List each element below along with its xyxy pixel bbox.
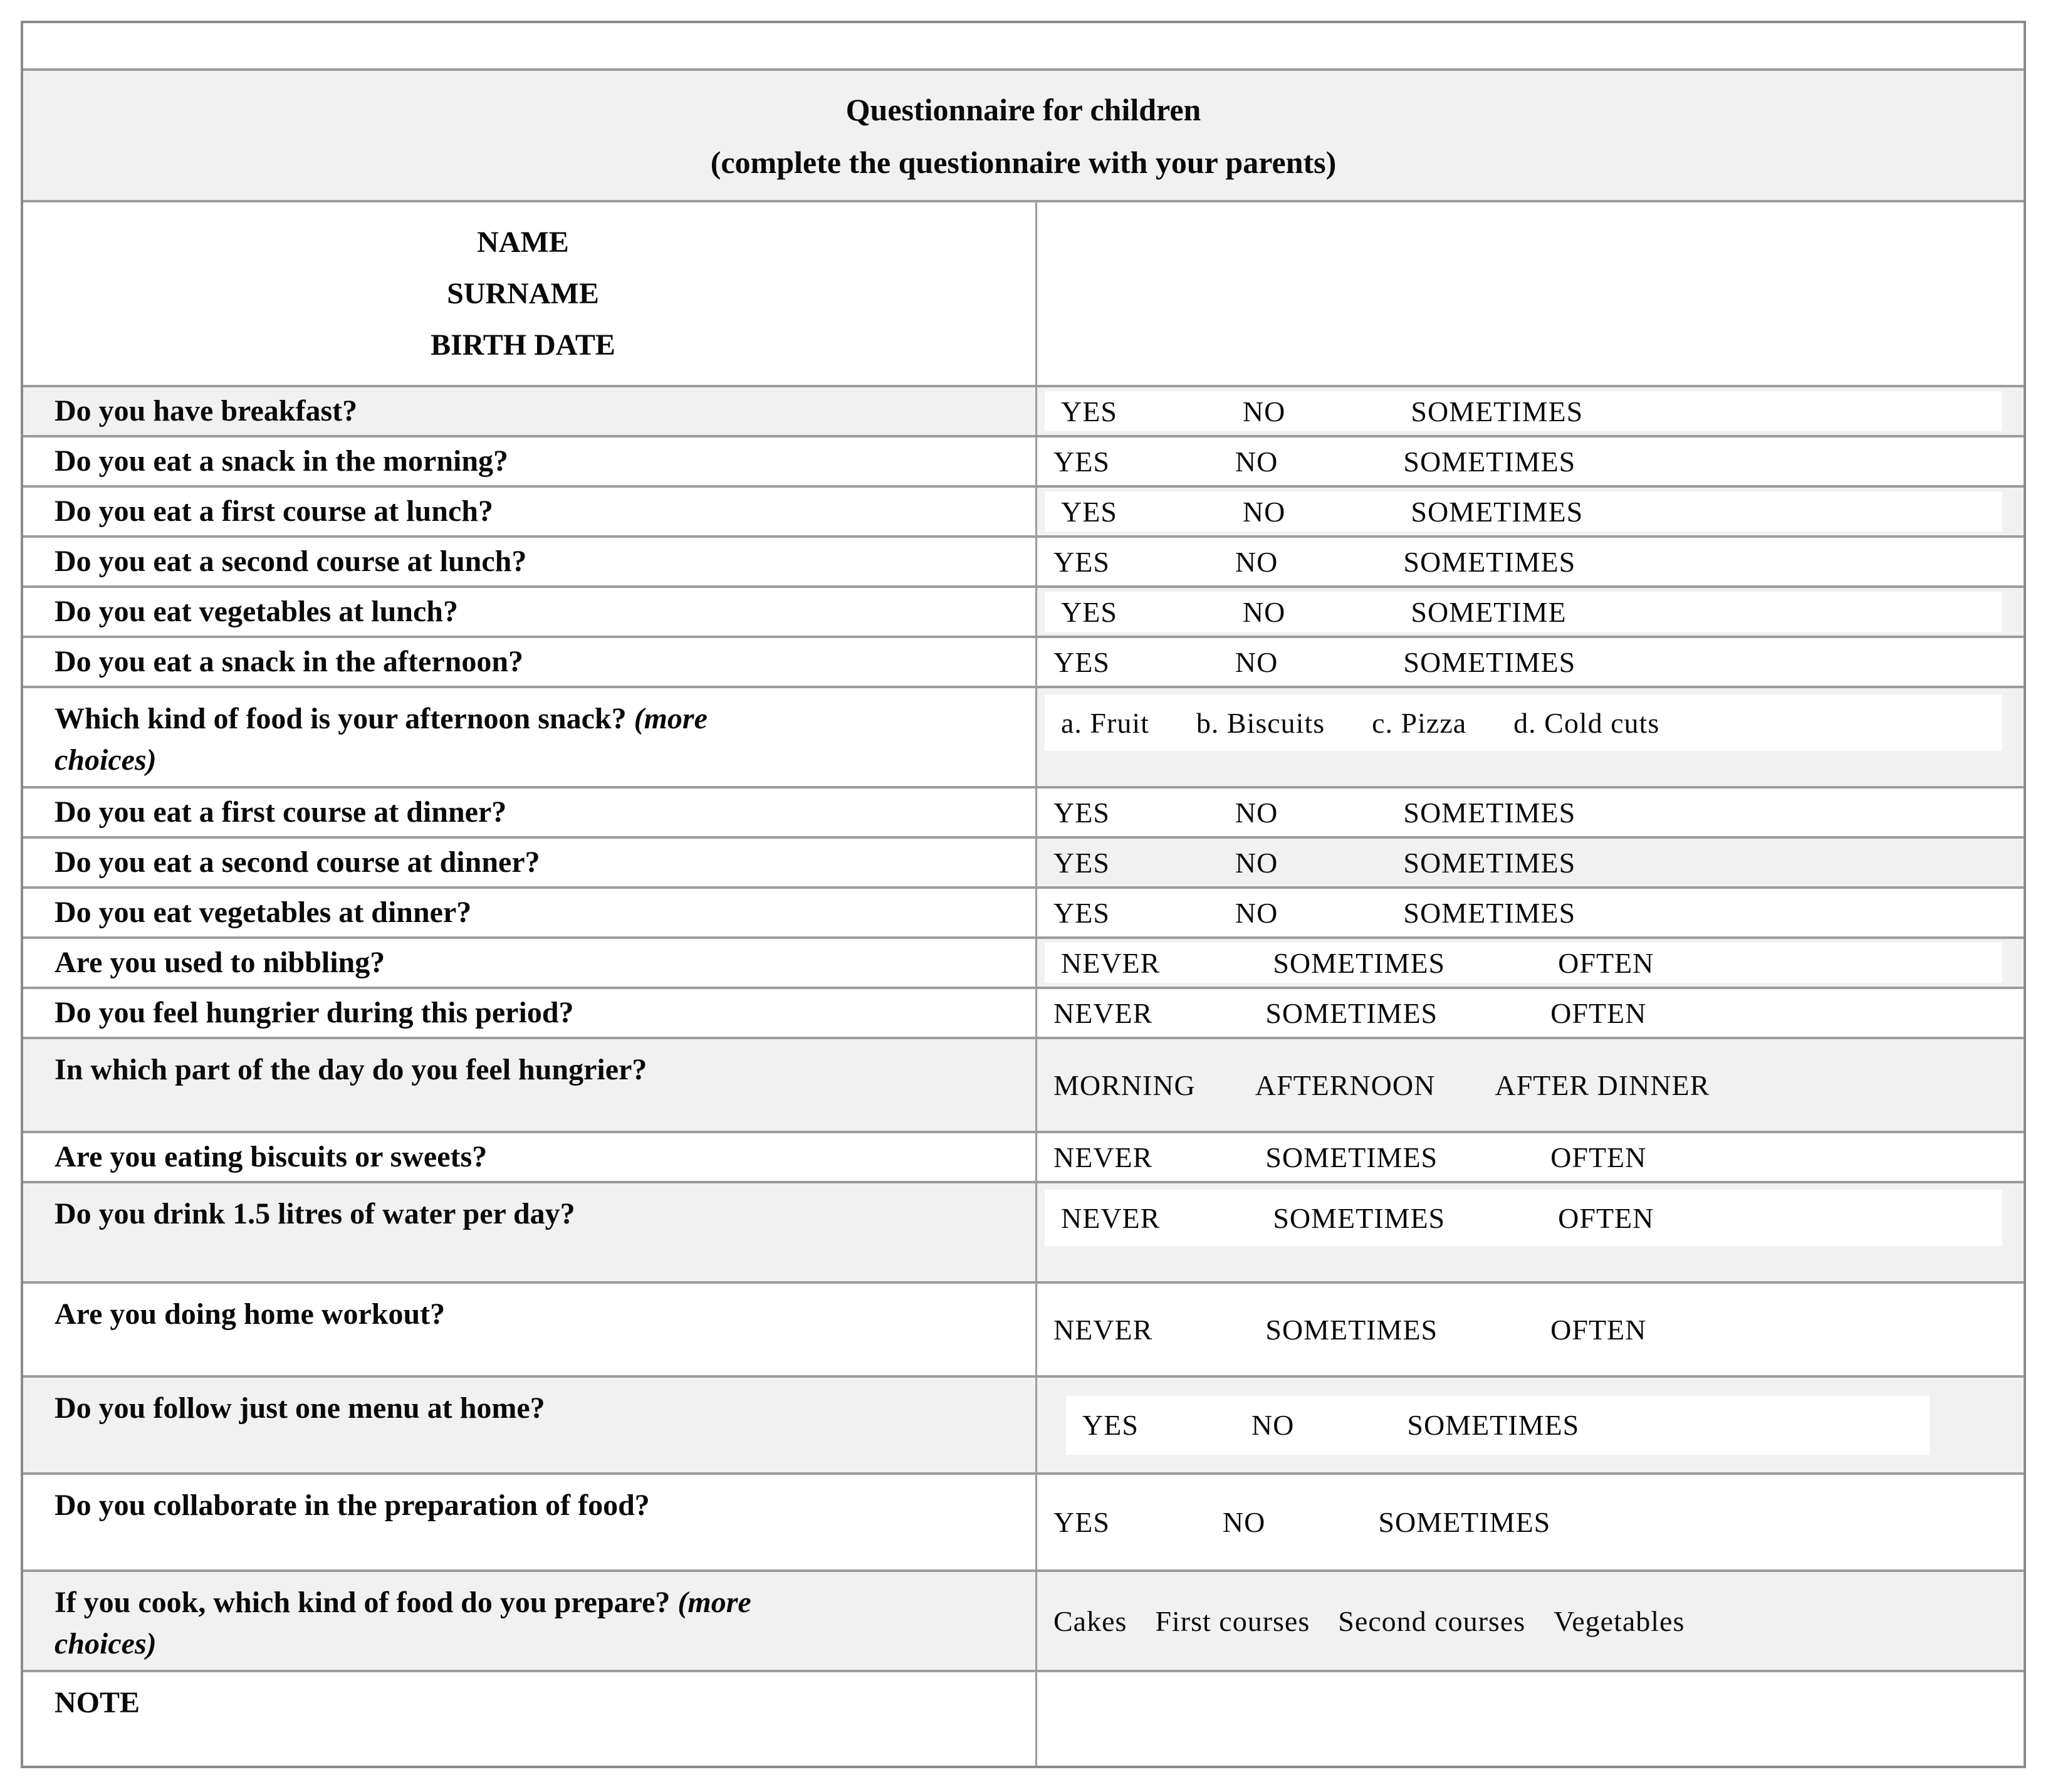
answer-option: SOMETIMES xyxy=(1273,946,1446,979)
question-text-wrap xyxy=(55,1582,751,1665)
answer-options xyxy=(1037,545,1575,579)
question-suffix-italic: choices) xyxy=(55,1627,157,1660)
question-cell xyxy=(23,839,1037,886)
question-text: Do you eat vegetables at lunch? xyxy=(55,595,458,628)
answer-option: c. Pizza xyxy=(1372,706,1467,739)
answer-options xyxy=(1045,495,1583,528)
question-text: Are you eating biscuits or sweets? xyxy=(55,1140,488,1173)
answer-options xyxy=(1037,846,1575,879)
personal-info-row xyxy=(23,200,2024,385)
answer-option: NO xyxy=(1235,846,1278,879)
personal-info-entry-area xyxy=(1037,202,2024,385)
question-cell xyxy=(23,789,1037,836)
answer-strip xyxy=(1045,391,2002,431)
question-text: Do you feel hungrier during this period? xyxy=(55,996,574,1029)
question-text-wrap xyxy=(55,491,493,532)
question-row xyxy=(23,1670,2024,1766)
answer-cell xyxy=(1037,387,2024,435)
question-text: If you cook, which kind of food do you prepare? xyxy=(55,1586,671,1619)
answer-option: SOMETIMES xyxy=(1411,395,1584,427)
question-text-wrap xyxy=(55,1049,647,1091)
question-text: Do you eat a snack in the afternoon? xyxy=(55,645,524,678)
question-row xyxy=(23,836,2024,886)
question-text: Do you collaborate in the preparation of food? xyxy=(55,1489,650,1522)
question-row xyxy=(23,786,2024,836)
question-text: Do you eat a snack in the morning? xyxy=(55,444,509,478)
question-cell xyxy=(23,538,1037,585)
answer-option: SOMETIMES xyxy=(1273,1202,1446,1234)
answer-option: Vegetables xyxy=(1554,1605,1685,1637)
answer-cell xyxy=(1037,839,2024,886)
question-text: NOTE xyxy=(55,1686,140,1719)
answer-cell xyxy=(1037,538,2024,585)
answer-option: NO xyxy=(1242,495,1286,528)
answer-cell xyxy=(1037,1284,2024,1375)
question-text: Do you eat a first course at lunch? xyxy=(55,495,493,528)
question-text-wrap xyxy=(55,842,540,883)
answer-cell xyxy=(1037,1183,2024,1281)
answer-option: SOMETIMES xyxy=(1403,896,1576,929)
question-cell xyxy=(23,889,1037,936)
answer-strip xyxy=(1045,1190,2002,1246)
question-row xyxy=(23,936,2024,987)
answer-options xyxy=(1037,997,1646,1030)
question-suffix-italic: choices) xyxy=(55,743,157,777)
answer-cell xyxy=(1037,1572,2024,1670)
question-cell xyxy=(23,1183,1037,1281)
answer-cell xyxy=(1037,1133,2024,1181)
answer-options xyxy=(1066,1408,1579,1442)
answer-option: SOMETIMES xyxy=(1265,1313,1438,1346)
question-row xyxy=(23,1281,2024,1375)
answer-option: AFTERNOON xyxy=(1255,1069,1436,1101)
answer-option: OFTEN xyxy=(1550,997,1647,1029)
question-cell xyxy=(23,1133,1037,1181)
answer-cell xyxy=(1037,989,2024,1037)
answer-option: NO xyxy=(1235,545,1278,578)
question-row xyxy=(23,1131,2024,1181)
answer-strip xyxy=(1066,1396,1930,1455)
answer-option: OFTEN xyxy=(1550,1313,1647,1346)
question-text-wrap xyxy=(55,892,471,933)
question-text: Which kind of food is your afternoon snack? xyxy=(55,702,627,735)
answer-cell xyxy=(1037,638,2024,686)
answer-cell xyxy=(1037,488,2024,535)
question-text-wrap xyxy=(55,1485,650,1526)
answer-option: NO xyxy=(1235,445,1278,478)
answer-option: SOMETIMES xyxy=(1403,445,1576,478)
answer-option: YES xyxy=(1061,595,1117,628)
answer-options xyxy=(1045,1202,1654,1235)
answer-options xyxy=(1037,1313,1646,1346)
question-row xyxy=(23,435,2024,485)
question-text-wrap xyxy=(55,591,458,632)
question-text: Do you eat a second course at lunch? xyxy=(55,545,527,578)
question-text: Do you have breakfast? xyxy=(55,394,358,427)
answer-options xyxy=(1037,1506,1550,1539)
answer-option: YES xyxy=(1061,495,1117,528)
answer-option: NO xyxy=(1235,896,1278,929)
question-cell xyxy=(23,1378,1037,1472)
answer-option: YES xyxy=(1053,796,1110,829)
answer-option: Second courses xyxy=(1338,1605,1526,1637)
answer-option: SOMETIMES xyxy=(1378,1506,1551,1538)
answer-option: SOMETIMES xyxy=(1411,495,1584,528)
question-cell xyxy=(23,488,1037,535)
answer-options xyxy=(1045,595,1567,629)
answer-option: a. Fruit xyxy=(1061,706,1149,739)
answer-cell xyxy=(1037,1039,2024,1131)
answer-option: NEVER xyxy=(1053,1141,1153,1173)
surname-label: SURNAME xyxy=(447,276,599,310)
question-text-wrap xyxy=(55,1682,140,1724)
question-row xyxy=(23,686,2024,786)
answer-options xyxy=(1037,1141,1646,1174)
question-cell xyxy=(23,387,1037,435)
question-text: Do you eat a second course at dinner? xyxy=(55,846,540,879)
question-row xyxy=(23,1472,2024,1569)
question-row xyxy=(23,485,2024,535)
question-text: Do you eat vegetables at dinner? xyxy=(55,896,472,929)
question-text: Do you eat a first course at dinner? xyxy=(55,795,507,829)
question-text-wrap xyxy=(55,390,357,432)
question-row xyxy=(23,636,2024,686)
answer-option: SOMETIMES xyxy=(1407,1409,1580,1441)
question-cell xyxy=(23,1572,1037,1670)
answer-options xyxy=(1045,706,1659,740)
question-text-wrap xyxy=(55,541,526,582)
answer-cell xyxy=(1037,438,2024,485)
question-cell xyxy=(23,1284,1037,1375)
question-text-wrap xyxy=(55,1388,545,1429)
question-text: In which part of the day do you feel hungrier? xyxy=(55,1053,647,1086)
question-text-wrap xyxy=(55,441,508,482)
question-text: Do you follow just one menu at home? xyxy=(55,1391,545,1425)
question-suffix-italic: (more xyxy=(677,1586,751,1619)
answer-option: NEVER xyxy=(1053,1313,1153,1346)
question-text: Are you doing home workout? xyxy=(55,1297,446,1331)
question-row xyxy=(23,1569,2024,1670)
answer-cell xyxy=(1037,1672,2024,1766)
question-text-wrap xyxy=(55,992,574,1034)
answer-option: AFTER DINNER xyxy=(1495,1069,1710,1101)
question-cell xyxy=(23,588,1037,636)
question-text: Are you used to nibbling? xyxy=(55,946,385,979)
answer-cell xyxy=(1037,889,2024,936)
question-cell xyxy=(23,438,1037,485)
answer-option: YES xyxy=(1082,1409,1139,1441)
answer-option: SOMETIMES xyxy=(1265,997,1438,1029)
answer-options xyxy=(1037,896,1575,930)
answer-options xyxy=(1037,1605,1685,1638)
question-suffix-italic: (more xyxy=(634,702,708,735)
answer-cell xyxy=(1037,688,2024,786)
answer-option: NEVER xyxy=(1053,997,1153,1029)
answer-option: NEVER xyxy=(1061,946,1161,979)
questionnaire-title: Questionnaire for children xyxy=(845,92,1201,127)
question-row xyxy=(23,1375,2024,1472)
answer-options xyxy=(1037,646,1575,679)
question-cell xyxy=(23,1039,1037,1131)
answer-option: YES xyxy=(1053,445,1110,478)
answer-cell xyxy=(1037,1475,2024,1569)
question-text-wrap xyxy=(55,942,385,983)
answer-option: SOMETIMES xyxy=(1403,846,1576,879)
answer-option: SOMETIMES xyxy=(1265,1141,1438,1173)
birth-date-label: BIRTH DATE xyxy=(431,328,615,362)
title-row xyxy=(23,68,2024,200)
answer-option: SOMETIME xyxy=(1411,595,1567,628)
question-text-wrap xyxy=(55,1136,487,1178)
answer-option: SOMETIMES xyxy=(1403,796,1576,829)
answer-option: SOMETIMES xyxy=(1403,646,1576,678)
answer-strip xyxy=(1045,694,2002,751)
answer-option: YES xyxy=(1053,545,1110,578)
answer-options xyxy=(1037,796,1575,829)
question-cell xyxy=(23,688,1037,786)
question-row xyxy=(23,385,2024,435)
question-text-wrap xyxy=(55,792,506,833)
answer-options xyxy=(1037,445,1575,478)
question-row xyxy=(23,1181,2024,1281)
answer-option: b. Biscuits xyxy=(1196,706,1325,739)
questionnaire-subtitle: (complete the questionnaire with your parents) xyxy=(710,145,1337,180)
personal-info-labels xyxy=(23,202,1037,385)
question-row xyxy=(23,987,2024,1037)
answer-strip xyxy=(1045,943,2002,983)
answer-option: Cakes xyxy=(1053,1605,1127,1637)
question-cell xyxy=(23,989,1037,1037)
answer-cell xyxy=(1037,789,2024,836)
answer-cell xyxy=(1037,588,2024,636)
answer-option: NO xyxy=(1242,595,1286,628)
answer-strip xyxy=(1045,592,2002,632)
question-text-wrap xyxy=(55,1193,575,1235)
question-cell xyxy=(23,1475,1037,1569)
answer-option: YES xyxy=(1061,395,1117,427)
answer-option: SOMETIMES xyxy=(1403,545,1576,578)
answer-option: NEVER xyxy=(1061,1202,1161,1234)
answer-option: NO xyxy=(1242,395,1286,427)
answer-option: OFTEN xyxy=(1550,1141,1647,1173)
question-text-wrap xyxy=(55,1294,445,1335)
answer-option: MORNING xyxy=(1053,1069,1196,1101)
questionnaire-table xyxy=(21,21,2026,1768)
answer-option: OFTEN xyxy=(1558,1202,1654,1234)
answer-option: NO xyxy=(1251,1409,1295,1441)
question-row xyxy=(23,535,2024,585)
answer-options xyxy=(1045,395,1583,428)
answer-option: NO xyxy=(1222,1506,1266,1538)
question-row xyxy=(23,886,2024,936)
answer-option: NO xyxy=(1235,796,1278,829)
question-text-wrap xyxy=(55,641,523,683)
answer-option: OFTEN xyxy=(1558,946,1654,979)
answer-options xyxy=(1045,946,1654,980)
answer-option: d. Cold cuts xyxy=(1513,706,1660,739)
question-row xyxy=(23,585,2024,636)
question-text: Do you drink 1.5 litres of water per day? xyxy=(55,1197,575,1230)
answer-strip xyxy=(1045,491,2002,532)
question-cell xyxy=(23,939,1037,987)
empty-top-row xyxy=(23,23,2024,68)
question-cell xyxy=(23,1672,1037,1766)
answer-options xyxy=(1037,1069,1710,1102)
answer-cell xyxy=(1037,939,2024,987)
answer-option: YES xyxy=(1053,646,1110,678)
question-cell xyxy=(23,638,1037,686)
question-row xyxy=(23,1037,2024,1131)
answer-option: YES xyxy=(1053,1506,1110,1538)
answer-option: YES xyxy=(1053,846,1110,879)
name-label: NAME xyxy=(477,225,569,259)
answer-option: YES xyxy=(1053,896,1110,929)
answer-cell xyxy=(1037,1378,2024,1472)
answer-option: NO xyxy=(1235,646,1278,678)
answer-option: First courses xyxy=(1155,1605,1310,1637)
question-text-wrap xyxy=(55,698,708,781)
